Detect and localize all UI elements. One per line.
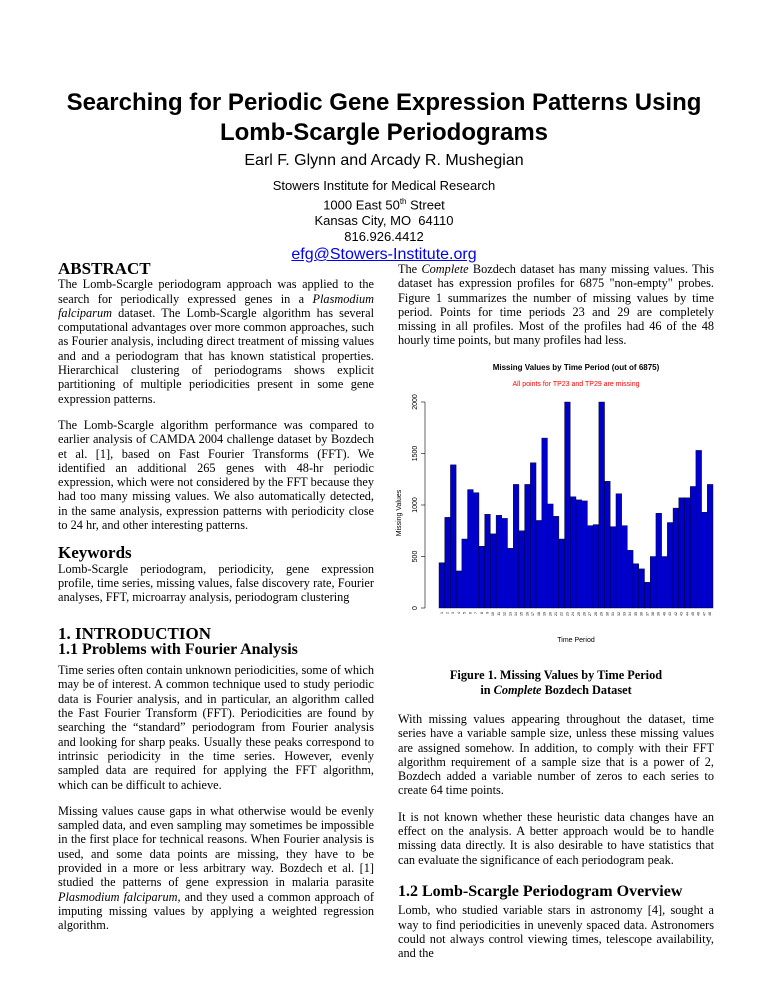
x-tick-label-47: 47 <box>702 612 707 616</box>
bar-tp-27 <box>587 526 593 608</box>
bar-tp-34 <box>627 550 633 608</box>
abstract-heading: ABSTRACT <box>58 259 151 278</box>
abstract-paragraph-2: The Lomb-Scargle algorithm performance was compared to earlier analysis of CAMDA 2004 challenge dataset by Bozdech et al. [1], based on Fast Fourier Transforms (FFT). We identified an additional 265 genes with 48-hr periodic expression, which were not considered by the FFT because they had too many missing values. We also automatically detected, in the same analysis, expression patterns with periodicity close to 24 hr, and other interesting patterns. <box>58 417 374 533</box>
bar-tp-12 <box>502 518 508 608</box>
bar-tp-22 <box>559 539 565 608</box>
figure-caption-line-1: Figure 1. Missing Values by Time Period <box>449 668 663 682</box>
x-tick-label-19: 19 <box>542 612 547 616</box>
paper-title: Searching for Periodic Gene Expression Patterns Using Lomb-Scargle Periodograms <box>66 89 702 146</box>
section-intro-heading: 1. INTRODUCTION <box>58 623 212 643</box>
bar-tp-7 <box>473 493 479 608</box>
x-tick-label-13: 13 <box>508 612 513 616</box>
bar-tp-30 <box>605 481 611 608</box>
bar-tp-9 <box>485 514 491 608</box>
x-tick-label-33: 33 <box>622 612 627 616</box>
x-tick-label-36: 36 <box>639 612 644 616</box>
x-tick-label-20: 20 <box>548 612 553 616</box>
bar-tp-44 <box>684 498 690 608</box>
abstract-paragraph-1: The Lomb-Scargle periodogram approach was applied to the search for periodically expressed genes in a Plasmodium falciparum dataset. The Lomb-Scargle algorithm has several computational advantages over more common approaches, such as Fourier analysis, including direct treatment of missing values and and a periodogram that has known statistical properties. Hierarchical clustering of periodograms shows explicit partitioning of multiple periodicities present in some gene expression patterns. <box>58 277 374 406</box>
bar-tp-18 <box>536 520 542 608</box>
x-tick-label-5: 5 <box>462 612 467 614</box>
bar-tp-15 <box>519 531 525 608</box>
x-tick-label-27: 27 <box>588 612 593 616</box>
bar-tp-5 <box>462 539 468 608</box>
x-tick-label-18: 18 <box>536 612 541 616</box>
x-tick-label-17: 17 <box>531 612 536 616</box>
bar-tp-46 <box>696 450 702 608</box>
authors: Earl F. Glynn and Arcady R. Mushegian <box>244 152 524 169</box>
left-column <box>58 259 374 933</box>
keywords-heading: Keywords <box>58 543 132 563</box>
subsection-1-2-heading: 1.2 Lomb-Scargle Periodogram Overview <box>398 882 683 900</box>
y-axis-label: Missing Values <box>396 489 403 537</box>
x-tick-label-10: 10 <box>491 612 496 616</box>
bar-tp-23 <box>565 402 571 608</box>
x-tick-label-26: 26 <box>582 612 587 616</box>
x-axis-label: Time Period <box>557 637 595 644</box>
x-tick-label-48: 48 <box>708 612 713 616</box>
bar-tp-10 <box>490 534 496 608</box>
x-tick-label-14: 14 <box>514 612 519 616</box>
subsection-1-1-heading: 1.1 Problems with Fourier Analysis <box>58 640 298 658</box>
keywords-text: Lomb-Scargle periodogram, periodicity, gene expression profile, time series, missing values, false discovery rate, Fourier analyses, FFT, microarray analysis, periodogram clustering <box>58 561 374 605</box>
bar-tp-20 <box>547 504 553 608</box>
x-tick-label-35: 35 <box>633 612 638 616</box>
figure-caption-line-2: in Complete Bozdech Dataset <box>480 683 632 697</box>
y-tick-label-1500: 1500 <box>412 445 419 462</box>
bar-tp-24 <box>570 497 576 608</box>
affiliation-org: Stowers Institute for Medical Research <box>272 178 496 193</box>
y-tick-label-1000: 1000 <box>412 497 419 513</box>
x-tick-label-42: 42 <box>673 612 678 616</box>
right-column <box>398 262 714 348</box>
figure-1 <box>383 360 723 650</box>
x-tick-label-11: 11 <box>496 612 501 616</box>
right-paragraph-2: With missing values appearing throughout the dataset, time series have a variable sample size, unless these missing values are assigned somehow. In addition, to comply with their FFT algorithm requirement of a sample size that is a power of 2, Bozdech added a variable number of zeros to each series to create 64 time points. <box>398 712 714 798</box>
bar-tp-4 <box>456 571 462 608</box>
bar-tp-33 <box>622 526 628 608</box>
bar-tp-1 <box>439 563 445 608</box>
x-tick-label-25: 25 <box>576 612 581 616</box>
y-tick-label-500: 500 <box>412 550 419 563</box>
bar-tp-14 <box>513 484 519 608</box>
bar-tp-47 <box>702 512 708 608</box>
x-tick-label-24: 24 <box>571 612 576 616</box>
x-tick-label-4: 4 <box>456 612 461 614</box>
bar-tp-28 <box>593 525 599 608</box>
email-link[interactable]: efg@Stowers-Institute.org <box>291 246 477 263</box>
bar-tp-39 <box>656 513 662 608</box>
bar-tp-25 <box>576 500 582 608</box>
x-tick-label-44: 44 <box>685 612 690 616</box>
x-tick-label-2: 2 <box>445 612 450 614</box>
bar-tp-41 <box>667 523 673 608</box>
x-tick-label-8: 8 <box>479 612 484 614</box>
right-paragraph-3: It is not known whether these heuristic data changes have an effect on the analysis. A better approach would be to handle missing data directly. It is also desirable to have statistics that can evaluate the significance of each periodogram peak. <box>398 809 714 867</box>
bar-tp-8 <box>479 546 485 608</box>
x-tick-label-46: 46 <box>696 612 701 616</box>
x-tick-label-23: 23 <box>565 612 570 616</box>
right-paragraph-1: The Complete Bozdech dataset has many missing values. This dataset has expression profiles for 6875 "non-empty" probes. Figure 1 summarizes the number of missing values by time period. Points for time periods 23 and 29 are completely missing in all profiles. Most of the profiles had 46 of the 48 hourly time points, but many profiles had less. <box>398 262 714 348</box>
x-tick-label-12: 12 <box>502 612 507 616</box>
bar-tp-2 <box>445 517 451 608</box>
bar-tp-6 <box>468 490 474 608</box>
x-tick-label-41: 41 <box>668 612 673 616</box>
bar-tp-42 <box>673 508 679 608</box>
bar-tp-32 <box>616 494 622 608</box>
x-tick-label-40: 40 <box>662 612 667 616</box>
x-tick-label-22: 22 <box>559 612 564 616</box>
bar-tp-11 <box>496 515 502 608</box>
bar-tp-26 <box>582 501 588 608</box>
intro-paragraph-2: Missing values cause gaps in what otherwise would be evenly sampled data, and even sampling may sometimes be impossible in the first place for technical reasons. When Fourier analysis is used, and some data points are missing, they have to be provided in a more or less arbitrary way. Bozdech et al. [1] studied the patterns of gene expression in malaria parasite Plasmodium falciparum, and they used a common approach of imputing missing values by applying a weighted regression algorithm. <box>58 803 374 933</box>
bar-tp-13 <box>508 548 514 608</box>
bar-tp-19 <box>542 438 548 608</box>
bar-tp-38 <box>650 557 656 609</box>
x-tick-label-45: 45 <box>690 612 695 616</box>
bar-tp-16 <box>525 484 531 608</box>
bar-tp-37 <box>645 582 651 608</box>
x-tick-label-3: 3 <box>451 612 456 614</box>
x-tick-label-1: 1 <box>439 612 444 614</box>
x-tick-label-28: 28 <box>593 612 598 616</box>
x-tick-label-16: 16 <box>525 612 530 616</box>
x-tick-label-37: 37 <box>645 612 650 616</box>
x-tick-label-9: 9 <box>485 612 490 614</box>
bar-tp-45 <box>690 486 696 608</box>
affiliation-city: Kansas City, MO 64110 <box>314 213 454 229</box>
affiliation-phone: 816.926.4412 <box>344 229 424 245</box>
y-tick-label-2000: 2000 <box>412 394 419 410</box>
x-tick-label-38: 38 <box>651 612 656 616</box>
bar-tp-48 <box>707 484 713 608</box>
affiliation <box>0 178 768 245</box>
x-tick-label-32: 32 <box>616 612 621 616</box>
x-tick-label-43: 43 <box>679 612 684 616</box>
y-tick-label-0: 0 <box>412 606 419 610</box>
x-tick-label-29: 29 <box>599 612 604 616</box>
x-tick-label-7: 7 <box>474 612 479 614</box>
bar-tp-21 <box>553 516 559 608</box>
bar-tp-43 <box>679 498 685 608</box>
right-paragraph-4: Lomb, who studied variable stars in astronomy [4], sought a way to find periodicities in unevenly spaced data. Astronomers could not always control viewing times, telescope availability, and the <box>398 903 714 961</box>
figure-1-caption <box>398 668 714 698</box>
bar-tp-29 <box>599 402 605 608</box>
bar-tp-3 <box>450 465 456 608</box>
x-tick-label-21: 21 <box>553 612 558 616</box>
x-tick-label-30: 30 <box>605 612 610 616</box>
missing-values-chart <box>383 360 723 650</box>
intro-paragraph-1: Time series often contain unknown periodicities, some of which may be of interest. A common technique used to study periodic data is Fourier analysis, and in particular, an algorithm called the Fast Fourier Transform (FFT). Periodicities are found by searching the “standard” periodogram from Fourier analysis and looking for sharp peaks. Usually these peaks correspond to intrinsic periodicity in the time series. However, evenly sampled data are required for applying the FFT algorithm, which can be difficult to achieve. <box>58 663 374 792</box>
bar-tp-17 <box>530 463 536 608</box>
x-tick-label-34: 34 <box>628 612 633 616</box>
chart-title: Missing Values by Time Period (out of 6875) <box>492 363 660 372</box>
affiliation-street: 1000 East 50th Street <box>323 197 445 213</box>
x-tick-label-39: 39 <box>656 612 661 616</box>
bar-tp-36 <box>639 569 645 608</box>
bar-tp-31 <box>610 527 616 608</box>
x-tick-label-15: 15 <box>519 612 524 616</box>
chart-annotation: All points for TP23 and TP29 are missing <box>512 381 640 388</box>
x-tick-label-6: 6 <box>468 612 473 614</box>
bar-tp-35 <box>633 564 639 608</box>
x-tick-label-31: 31 <box>611 612 616 616</box>
bar-tp-40 <box>662 557 668 609</box>
right-column-lower <box>398 712 714 960</box>
